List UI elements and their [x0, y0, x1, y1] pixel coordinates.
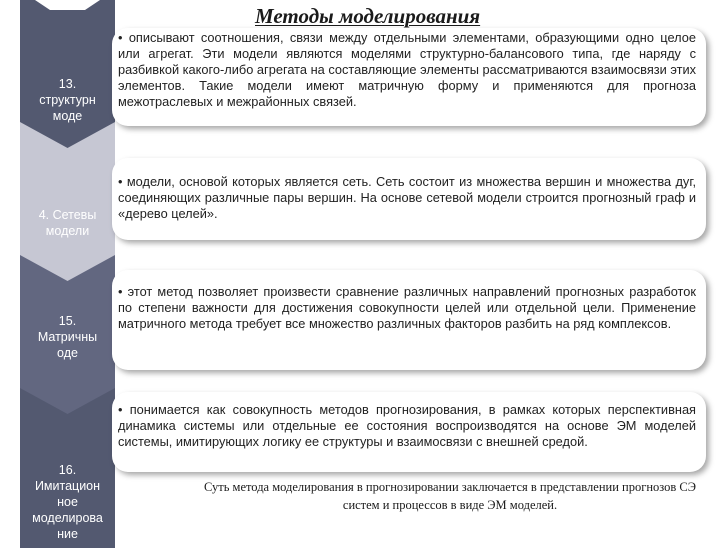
- bullet-icon: •: [118, 284, 123, 299]
- method-chevron-simulation[interactable]: [20, 388, 115, 548]
- method-label-structural: 13. структурн моде: [39, 77, 96, 123]
- method-card-network: [112, 158, 706, 240]
- method-description-structural: • описывают соотношения, связи между отдельными элементами, образующими одно целое или агрегат. Эти модели являются моделями структурно-балансового типа, где наряду с разбивкой какого-либо агрегата на составляющие элементы рассматриваются взаимосвязи этих элементов. Такие модели имеют матричную форму и применяются для прогноза межотраслевых и межрайонных связей.: [118, 30, 696, 109]
- method-label-network: 4. Сетевы модели: [38, 208, 97, 238]
- method-description-network: • модели, основой которых является сеть. Сеть состоит из множества вершин и множества дуг, соединяющих различные пары вершин. На основе сетевой модели строится прогнозный граф и «дерево целей».: [118, 174, 696, 221]
- method-card-matrix: [112, 270, 706, 370]
- method-description-matrix: • этот метод позволяет произвести сравнение различных направлений прогнозных разработок по степени важности для достижения совокупности целей или отдельной цели. Применение матричного метода требует все множество различных факторов разбить на ряд комплексов.: [118, 284, 696, 331]
- method-label-matrix: 15. Матричны оде: [37, 314, 98, 360]
- bullet-icon: •: [118, 174, 123, 189]
- method-card-simulation: [112, 392, 706, 472]
- summary-footnote: Суть метода моделирования в прогнозировании заключается в представлении прогнозов СЭ систем и процессов в виде ЭМ моделей.: [203, 480, 696, 512]
- method-description-simulation: • понимается как совокупность методов прогнозирования, в рамках которых перспективная динамика системы или отдельные ее состояния воспроизводятся на основе ЭМ моделей системы, имитирующих логику ее структуры и взаимосвязи с внешней средой.: [118, 402, 696, 449]
- bullet-icon: •: [118, 402, 123, 417]
- bullet-icon: •: [118, 30, 123, 45]
- method-label-simulation: 16. Имитацион ное моделирова ние: [32, 463, 103, 541]
- page-title: Методы моделирования: [255, 4, 481, 28]
- method-card-structural: [112, 28, 706, 126]
